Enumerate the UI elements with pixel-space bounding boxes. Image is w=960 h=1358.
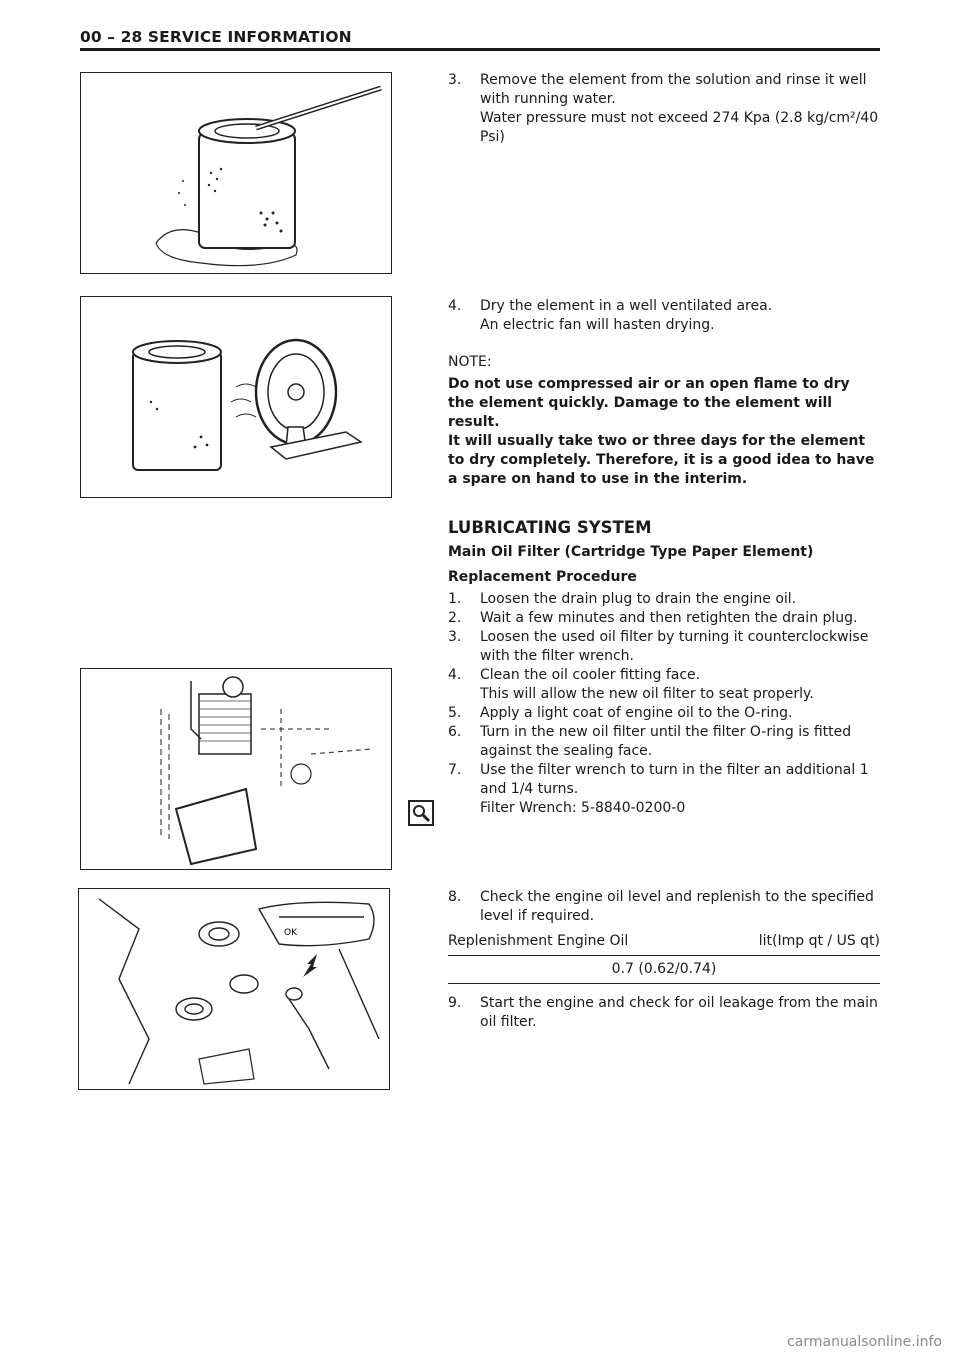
oil-level-block [448, 888, 880, 1032]
table-header [448, 932, 880, 956]
step-text: Clean the oil cooler fitting face. [480, 667, 701, 683]
procedure-step [448, 628, 880, 666]
table-value: 0.7 (0.62/0.74) [448, 956, 880, 984]
oil-level-figure [78, 888, 390, 1090]
step-text: Use the filter wrench to turn in the filter an additional 1 and 1/4 turns. [480, 762, 869, 797]
procedure-step [448, 704, 880, 723]
step-number: 1. [448, 591, 462, 607]
wrench-icon [410, 802, 432, 824]
step-number: 4. [448, 298, 462, 314]
replenishment-table [448, 932, 880, 984]
step-number: 5. [448, 705, 462, 721]
procedure-step [448, 888, 880, 926]
step-line: with running water. [480, 91, 616, 107]
note-text-2: It will usually take two or three days for the element to dry completely. Therefore, it is a good idea to have a spare on hand to use in the interim. [448, 433, 875, 487]
step-line: Dry the element in a well ventilated area. [480, 298, 773, 314]
procedure-step [448, 723, 880, 761]
step-text: Loosen the drain plug to drain the engine oil. [480, 591, 797, 607]
rinse-element-illustration [81, 73, 391, 273]
step-3-rinse [448, 71, 880, 147]
step-number: 3. [448, 72, 462, 88]
step-line: An electric fan will hasten drying. [480, 317, 715, 333]
header-rule [80, 48, 880, 51]
step-subtext: Filter Wrench: 5-8840-0200-0 [480, 800, 686, 816]
procedure-step [448, 761, 880, 818]
dry-step-block [448, 297, 880, 489]
step-text: Loosen the used oil filter by turning it counterclockwise with the filter wrench. [480, 629, 869, 664]
step-text: Turn in the new oil filter until the filter O-ring is fitted against the sealing face. [480, 724, 852, 759]
step-line: Water pressure must not exceed 274 Kpa (2.8 kg/cm²/40 [480, 110, 879, 126]
special-tool-icon [408, 800, 434, 826]
step-text: Check the engine oil level and replenish to the specified level if required. [480, 889, 874, 924]
note-text-1: Do not use compressed air or an open flame to dry the element quickly. Damage to the element will result. [448, 376, 850, 430]
note-heading: NOTE: [448, 354, 492, 370]
svg-text:OK: OK [284, 928, 297, 938]
step-text: Apply a light coat of engine oil to the O-ring. [480, 705, 793, 721]
section-title: LUBRICATING SYSTEM [448, 518, 652, 537]
table-unit: lit(Imp qt / US qt) [758, 933, 880, 949]
step-number: 6. [448, 724, 462, 740]
step-line: Remove the element from the solution and rinse it well [480, 72, 867, 88]
fan-drying-illustration [81, 297, 391, 497]
procedure-steps [448, 590, 880, 818]
footer-watermark: carmanualsonline.info [787, 1334, 942, 1350]
step-number: 2. [448, 610, 462, 626]
page-header: 00 – 28 SERVICE INFORMATION [80, 28, 352, 46]
procedure-step [448, 994, 880, 1032]
procedure-step [448, 590, 880, 609]
step-line: Psi) [480, 129, 505, 145]
procedure-title: Replacement Procedure [448, 569, 637, 585]
step-number: 7. [448, 762, 462, 778]
rinse-step-block [448, 71, 880, 147]
step-number: 3. [448, 629, 462, 645]
rinse-element-figure [80, 72, 392, 274]
oil-filter-figure [80, 668, 392, 870]
step-number: 9. [448, 995, 462, 1011]
section-subtitle: Main Oil Filter (Cartridge Type Paper Element) [448, 544, 814, 560]
oil-filter-illustration [81, 669, 391, 869]
step-text: Start the engine and check for oil leakage from the main oil filter. [480, 995, 878, 1030]
fan-drying-figure [80, 296, 392, 498]
procedure-step [448, 666, 880, 704]
step-4-dry [448, 297, 880, 335]
step-text: Wait a few minutes and then retighten the drain plug. [480, 610, 858, 626]
step-number: 4. [448, 667, 462, 683]
procedure-step [448, 609, 880, 628]
oil-level-illustration [79, 889, 389, 1089]
table-label: Replenishment Engine Oil [448, 933, 629, 949]
step-number: 8. [448, 889, 462, 905]
lubricating-system-section [448, 518, 880, 818]
step-subtext: This will allow the new oil filter to seat properly. [480, 686, 814, 702]
